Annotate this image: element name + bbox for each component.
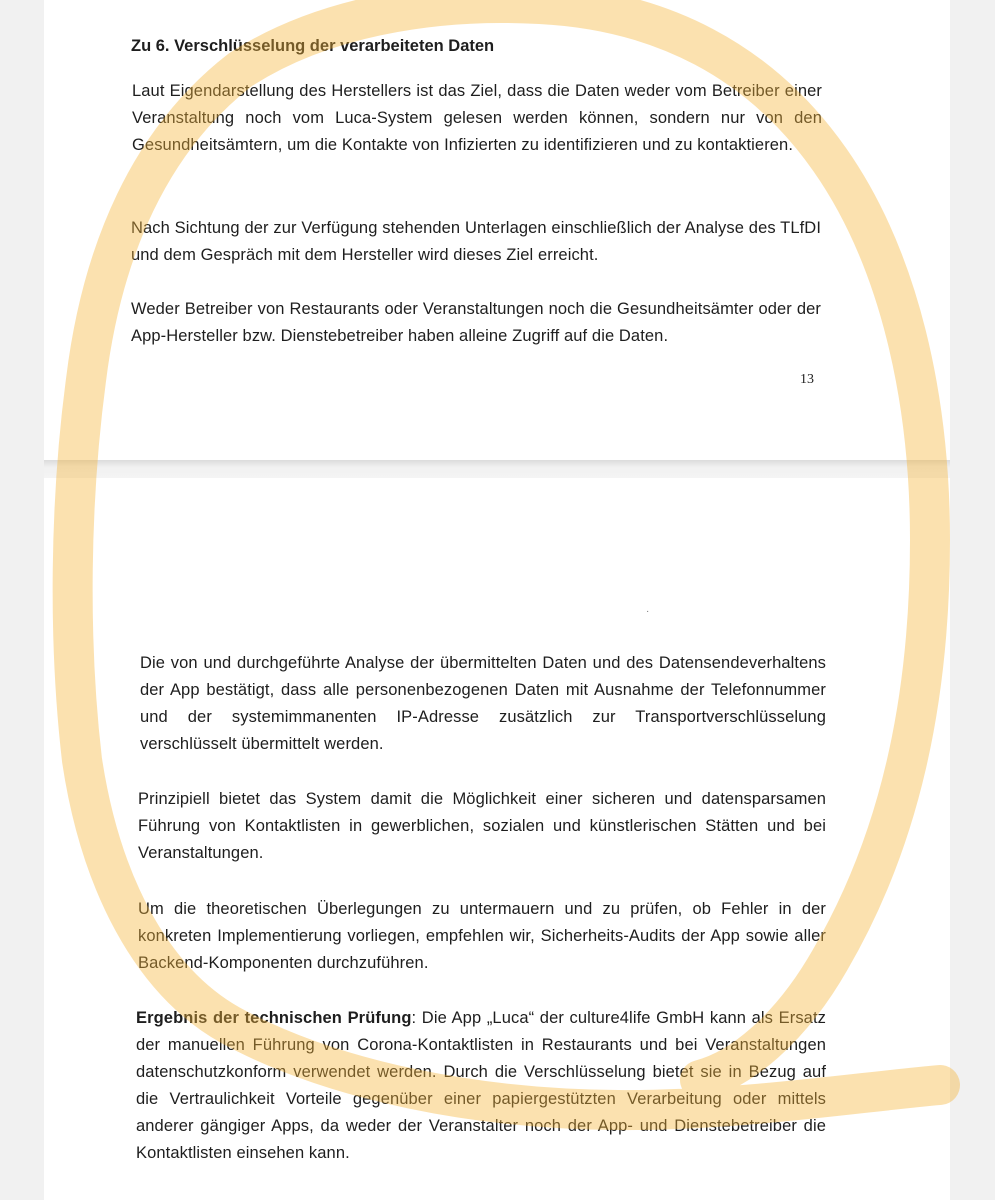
paragraph: Prinzipiell bietet das System damit die Möglichkeit einer sicheren und datensparsamen Führung von Kontaktlisten in gewerblichen, sozialen und künstlerischen Stätten und bei Veranstaltungen. [138, 790, 826, 862]
section-heading: Zu 6. Verschlüsselung der verarbeiteten Daten [131, 37, 495, 55]
page-break-shadow [44, 460, 950, 478]
page-number: 13 [800, 372, 814, 387]
paragraph: Weder Betreiber von Restaurants oder Veranstaltungen noch die Gesundheitsämter oder der App-Hersteller bzw. Dienstebetreiber haben alleine Zugriff auf die Daten. [131, 300, 821, 345]
result-paragraph [136, 1005, 826, 1167]
paragraph: Die von und durchgeführte Analyse der übermittelten Daten und des Datensendeverhaltens der App bestätigt, dass alle personenbezogenen Daten mit Ausnahme der Telefonnummer und der systemimmanenten IP-Adresse zusätzlich zur Transportverschlüsselung verschlüsselt übermittelt werden. [140, 654, 826, 753]
result-text: : Die App „Luca“ der culture4life GmbH kann als Ersatz der manuellen Führung von Corona-Kontaktlisten in Restaurants und bei Veranstaltungen datenschutzkonform verwendet werden. Durch die Verschlüsselung bietet sie in Bezug auf die Vertraulichkeit Vorteile gegenüber einer papiergestützten Verarbeitung oder mittels anderer gängiger Apps, da weder der Veranstalter noch der App- und Dienstebetreiber die Kontaktlisten einsehen kann. [136, 1009, 826, 1162]
paragraph: Nach Sichtung der zur Verfügung stehenden Unterlagen einschließlich der Analyse des TLfDI und dem Gespräch mit dem Hersteller wird dieses Ziel erreicht. [131, 219, 821, 264]
scan-dot: · [646, 606, 650, 617]
paragraph: Um die theoretischen Überlegungen zu untermauern und zu prüfen, ob Fehler in der konkreten Implementierung vorliegen, empfehlen wir, Sicherheits-Audits der App sowie aller Backend-Komponenten durchzuführen. [138, 900, 826, 972]
paragraph: Laut Eigendarstellung des Herstellers ist das Ziel, dass die Daten weder vom Betreiber einer Veranstaltung noch vom Luca-System gelesen werden können, sondern nur von den Gesundheitsämtern, um die Kontakte von Infizierten zu identifizieren und zu kontaktieren. [132, 82, 822, 154]
result-label: Ergebnis der technischen Prüfung [136, 1009, 412, 1027]
